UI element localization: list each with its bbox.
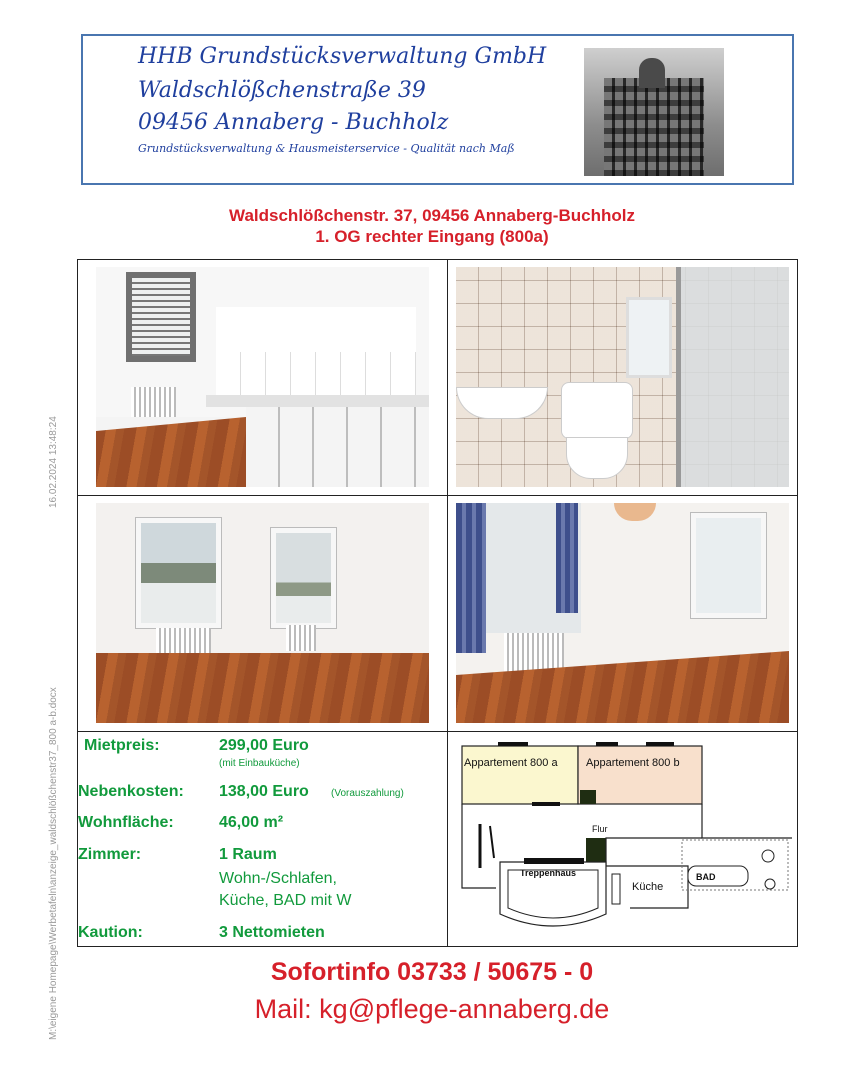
costs-value: 138,00 Euro: [219, 783, 309, 800]
rooms-value: 1 Raum: [219, 846, 277, 863]
company-header: [81, 34, 794, 185]
print-timestamp: 16.02.2024 13:48:24: [48, 416, 59, 508]
contact-phone: Sofortinfo 03733 / 50675 - 0: [270, 958, 594, 986]
file-path: M:\eigene Homepage\Werbetafeln\anzeige_waldschlößchenstr37_800 a-b.docx: [48, 687, 59, 1040]
rooms-label: Zimmer:: [78, 846, 142, 863]
company-street: Waldschlößchenstraße 39: [138, 78, 426, 103]
bedroom-photo: [456, 503, 789, 723]
rent-note: (mit Einbauküche): [219, 758, 300, 769]
company-slogan: Grundstücksverwaltung & Hausmeisterservice - Qualität nach Maß: [138, 142, 515, 155]
kitchen-photo: [96, 267, 429, 487]
rent-value: 299,00 Euro: [219, 737, 309, 754]
living-room-photo: [96, 503, 429, 723]
floor-plan: [456, 738, 792, 943]
plan-label-hall: Flur: [592, 824, 608, 834]
company-city: 09456 Annaberg - Buchholz: [138, 110, 449, 135]
plan-label-apt-a: Appartement 800 a: [464, 757, 558, 769]
deposit-value: 3 Nettomieten: [219, 924, 325, 941]
contact-mail[interactable]: Mail: kg@pflege-annaberg.de: [254, 994, 610, 1024]
rent-label: Mietpreis:: [84, 737, 160, 754]
area-label: Wohnfläche:: [78, 814, 174, 831]
plan-label-bath: BAD: [696, 872, 716, 882]
listing-address: Waldschlößchenstr. 37, 09456 Annaberg-Buchholz: [229, 206, 635, 225]
company-name: HHB Grundstücksverwaltung GmbH: [138, 44, 547, 69]
area-value: 46,00 m²: [219, 814, 284, 831]
listing-grid: [77, 259, 798, 947]
plan-label-stairs: Treppenhaus: [520, 868, 577, 878]
plan-label-apt-b: Appartement 800 b: [586, 757, 680, 769]
building-photo: [584, 48, 724, 176]
listing-floor: 1. OG rechter Eingang (800a): [315, 227, 549, 246]
costs-note: (Vorauszahlung): [331, 788, 404, 799]
plan-label-kitchen: Küche: [632, 881, 664, 893]
deposit-label: Kaution:: [78, 924, 143, 941]
rooms-description-2: Küche, BAD mit W: [219, 892, 352, 909]
rooms-description-1: Wohn-/Schlafen,: [219, 870, 337, 887]
costs-label: Nebenkosten:: [78, 783, 184, 800]
bathroom-photo: [456, 267, 789, 487]
